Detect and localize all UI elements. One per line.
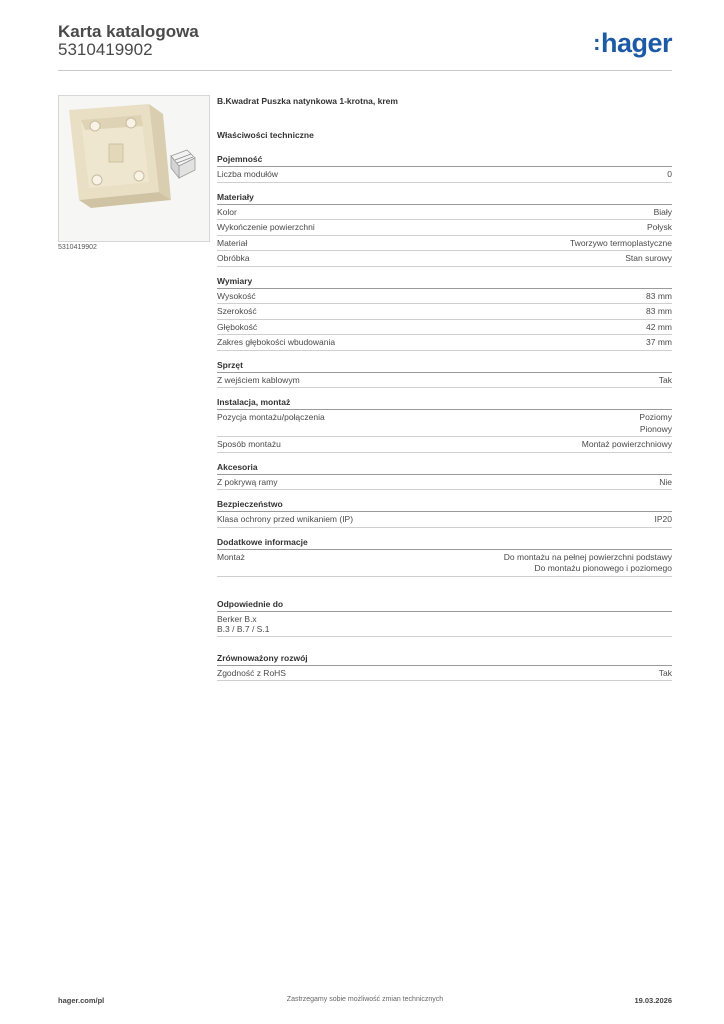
section-title: Instalacja, montaż: [217, 397, 672, 410]
spec-row: [217, 550, 672, 577]
suitable-line: Berker B.x: [217, 613, 257, 624]
spec-value-line: Połysk: [646, 222, 672, 232]
spec-value-line: Biały: [653, 206, 672, 217]
spec-value: [659, 477, 672, 489]
suitable-section: [217, 599, 672, 637]
spec-value-line: Tak: [658, 374, 672, 385]
spec-value: [655, 514, 673, 526]
document-number: 5310419902: [58, 40, 153, 59]
spec-value-line: Stan surowy: [625, 253, 672, 263]
spec-value: [659, 375, 672, 387]
image-caption: 5310419902: [58, 244, 97, 251]
spec-row: [217, 220, 672, 236]
spec-label: Materiał: [217, 237, 248, 248]
spec-section: [217, 192, 672, 267]
section-title: Zrównoważony rozwój: [217, 653, 672, 666]
spec-label: Szerokość: [217, 306, 257, 316]
spec-section: [217, 154, 672, 183]
spec-value-line: Pionowy: [639, 423, 672, 434]
spec-row: [217, 410, 672, 437]
spec-section: [217, 499, 672, 528]
spec-value-line: IP20: [654, 514, 672, 524]
spec-value: [654, 207, 672, 219]
spec-section: [217, 397, 672, 453]
spec-label: Wysokość: [217, 290, 256, 301]
spec-value: [646, 291, 672, 303]
spec-value-line: Do montażu na pełnej powierzchni podstawy: [503, 551, 672, 562]
suitable-line: B.3 / B.7 / S.1: [217, 624, 270, 634]
spec-section: [217, 360, 672, 389]
spec-label: Klasa ochrony przed wnikaniem (IP): [217, 514, 354, 524]
spec-label: Montaż: [217, 551, 245, 562]
spec-value: [647, 222, 672, 234]
spec-row: [217, 320, 672, 336]
technical-properties-title: Właściwości techniczne: [217, 130, 314, 140]
spec-label: Kolor: [217, 206, 237, 217]
spec-value-line: 0: [667, 169, 672, 179]
spec-label: Wykończenie powierzchni: [217, 222, 315, 232]
spec-value-line: Tworzywo termoplastyczne: [569, 237, 672, 248]
spec-row: [217, 205, 672, 221]
product-name: B.Kwadrat Puszka natynkowa 1-krotna, krem: [217, 96, 398, 106]
spec-row: [217, 289, 672, 305]
spec-value: Tak: [658, 667, 672, 678]
spec-value-line: Poziomy: [639, 412, 672, 422]
spec-row: [217, 512, 672, 528]
spec-row: [217, 437, 672, 453]
spec-label: Obróbka: [217, 253, 250, 263]
section-title: Akcesoria: [217, 462, 672, 475]
footer-website-link[interactable]: hager.com/pl: [58, 996, 105, 1005]
spec-value: [570, 238, 672, 250]
section-title: Pojemność: [217, 154, 672, 167]
spec-row: [217, 236, 672, 252]
footer-notice: Zastrzegamy sobie możliwość zmian technicznych: [286, 996, 444, 1003]
spec-sections: [217, 154, 672, 577]
spec-value: [646, 322, 672, 334]
spec-label: Sposób montażu: [217, 439, 281, 449]
page-header: [58, 22, 672, 71]
spec-row: [217, 304, 672, 320]
spec-value: [646, 306, 672, 318]
spec-value-line: 42 mm: [646, 321, 672, 332]
spec-row: [217, 666, 672, 682]
section-title: Odpowiednie do: [217, 599, 672, 612]
spec-section: [217, 537, 672, 577]
spec-value-line: 37 mm: [646, 337, 672, 347]
spec-label: Pozycja montażu/połączenia: [217, 412, 325, 422]
spec-value-line: Do montażu pionowego i poziomego: [534, 563, 672, 573]
spec-row: [217, 373, 672, 389]
spec-value-line: Nie: [659, 476, 672, 487]
spec-value-line: 83 mm: [646, 290, 672, 301]
logo-dots-icon: :: [593, 30, 600, 55]
product-image: [58, 95, 210, 242]
spec-value: [582, 439, 672, 451]
spec-label: Liczba modułów: [217, 169, 278, 179]
spec-value-line: Montaż powierzchniowy: [581, 439, 672, 449]
section-title: Materiały: [217, 192, 672, 205]
spec-row: [217, 475, 672, 491]
spec-value: [667, 169, 672, 181]
spec-label: Zgodność z RoHS: [217, 667, 286, 678]
footer-date: 19.03.2026: [634, 996, 672, 1005]
spec-row: [217, 251, 672, 267]
section-title: Wymiary: [217, 276, 672, 289]
spec-value: [646, 337, 672, 349]
spec-value: [504, 552, 672, 575]
logo-text: hager: [600, 28, 672, 58]
spec-row: [217, 335, 672, 351]
spec-row: [217, 167, 672, 183]
spec-value: [625, 253, 672, 265]
suitable-row: [217, 612, 672, 637]
spec-section: [217, 276, 672, 351]
spec-section: [217, 462, 672, 491]
section-title: Bezpieczeństwo: [217, 499, 672, 512]
spec-label: Z pokrywą ramy: [217, 476, 278, 487]
hager-logo: [593, 28, 672, 60]
spec-label: Głębokość: [217, 321, 258, 332]
spec-label: Zakres głębokości wbudowania: [217, 337, 336, 347]
section-title: Dodatkowe informacje: [217, 537, 672, 550]
spec-value: [639, 412, 672, 435]
sustainability-section: [217, 653, 672, 682]
section-title: Sprzęt: [217, 360, 672, 373]
spec-label: Z wejściem kablowym: [217, 374, 300, 385]
spec-value-line: 83 mm: [646, 306, 672, 316]
document-title: Karta katalogowa: [58, 22, 199, 41]
surface-box-illustration: [59, 96, 209, 241]
spec-content: [217, 96, 672, 690]
